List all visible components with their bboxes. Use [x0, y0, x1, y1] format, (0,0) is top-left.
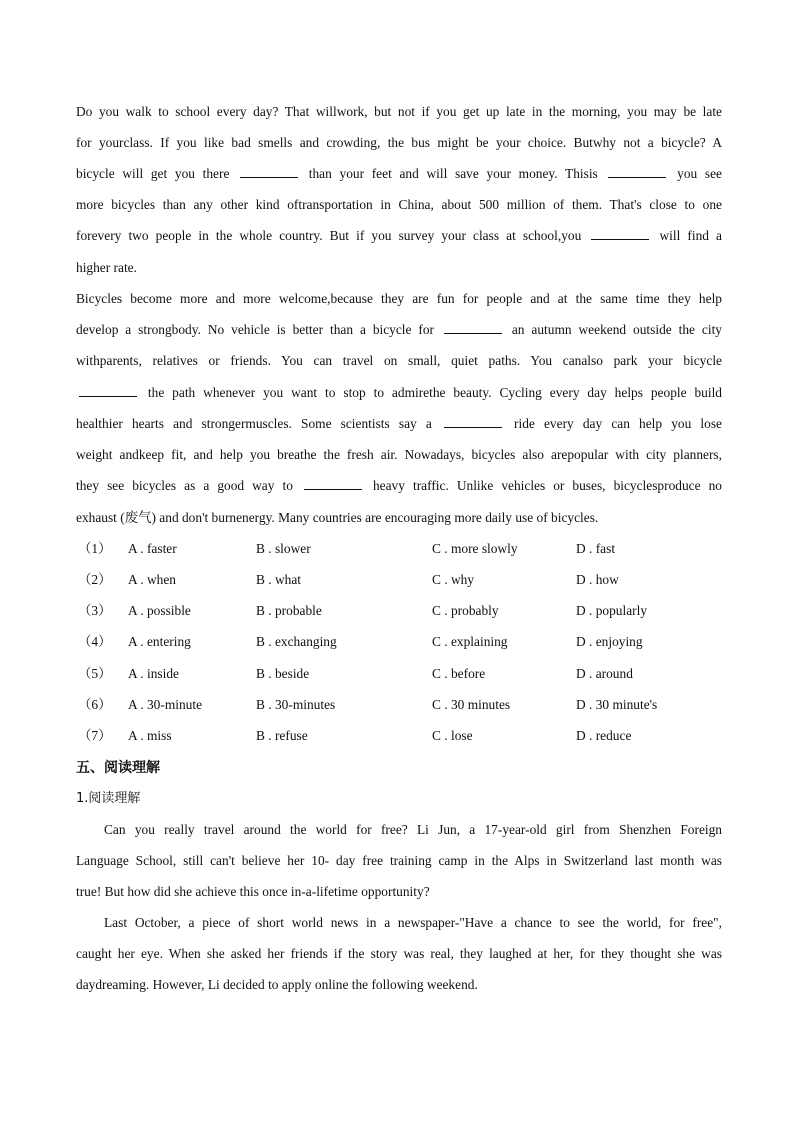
text-line	[76, 975, 722, 995]
option-a: A . when	[128, 572, 176, 587]
question-number: （1）	[78, 541, 112, 556]
text-line	[76, 383, 722, 403]
text-line	[76, 289, 722, 309]
question-number: （7）	[78, 728, 112, 743]
text-line	[76, 944, 722, 964]
text-line	[76, 913, 722, 933]
text-line	[76, 258, 722, 278]
option-b: B . 30-minutes	[256, 697, 336, 712]
option-c: C . probably	[432, 603, 499, 618]
answer-blank	[591, 226, 649, 240]
option-a: A . possible	[128, 603, 191, 618]
option-b: B . refuse	[256, 728, 308, 743]
text-line	[76, 414, 722, 434]
question-number: （6）	[78, 697, 112, 712]
option-a: A . faster	[128, 541, 177, 556]
option-d: D . how	[576, 572, 619, 587]
text-line	[76, 445, 722, 465]
option-b: B . probable	[256, 603, 322, 618]
text-segment: bicycle will get you there	[76, 166, 238, 181]
option-row	[78, 570, 718, 590]
text-line	[76, 851, 722, 871]
text-segment: Can you really travel around the world for free? Li Jun, a 17-year-old girl from Shenzhen Foreign	[104, 822, 722, 837]
option-a: A . 30-minute	[128, 697, 203, 712]
text-segment: caught her eye. When she asked her friends if the story was real, they laughed at her, for they thought she was	[76, 946, 722, 961]
answer-blank	[79, 383, 137, 397]
option-b: B . slower	[256, 541, 311, 556]
text-line	[76, 476, 722, 496]
text-segment: forevery two people in the whole country. But if you survey your class at school,you	[76, 228, 589, 243]
answer-blank	[444, 320, 502, 334]
option-d: D . popularly	[576, 603, 648, 618]
text-line	[76, 133, 722, 153]
option-row	[78, 539, 718, 559]
option-row	[78, 632, 718, 652]
option-d: D . reduce	[576, 728, 632, 743]
text-segment: ride every day can help you lose	[504, 416, 722, 431]
text-segment: higher rate.	[76, 260, 137, 275]
text-line	[76, 195, 722, 215]
option-b: B . what	[256, 572, 302, 587]
text-line	[76, 508, 722, 528]
option-c: C . lose	[432, 728, 473, 743]
option-c: C . before	[432, 666, 486, 681]
text-segment: they see bicycles as a good way to	[76, 478, 301, 493]
text-line	[76, 226, 722, 246]
text-segment: develop a strongbody. No vehicle is better than a bicycle for	[76, 322, 441, 337]
text-segment: daydreaming. However, Li decided to apply online the following weekend.	[76, 977, 478, 992]
option-row	[78, 601, 718, 621]
option-b: B . beside	[256, 666, 310, 681]
section-heading: 五、阅读理解	[76, 760, 160, 776]
option-row	[78, 726, 718, 746]
option-d: D . fast	[576, 541, 616, 556]
option-d: D . 30 minute's	[576, 697, 658, 712]
option-a: A . inside	[128, 666, 179, 681]
text-line	[76, 102, 722, 122]
option-d: D . around	[576, 666, 633, 681]
option-c: C . why	[432, 572, 475, 587]
text-segment: for yourclass. If you like bad smells and crowding, the bus might be your choice. Butwhy not a bicycle? A	[76, 135, 722, 150]
option-c: C . 30 minutes	[432, 697, 511, 712]
answer-blank	[444, 414, 502, 428]
text-segment: Do you walk to school every day? That willwork, but not if you get up late in the morning, you may be late	[76, 104, 722, 119]
text-segment: Last October, a piece of short world news in a newspaper-"Have a chance to see the world, for free",	[104, 915, 722, 930]
text-segment: healthier hearts and strongermuscles. Some scientists say a	[76, 416, 441, 431]
text-segment: Language School, still can't believe her 10- day free training camp in the Alps in Switzerland last month was	[76, 853, 722, 868]
text-segment: the path whenever you want to stop to admirethe beauty. Cycling every day helps people build	[140, 385, 722, 400]
text-line	[76, 351, 722, 371]
sub-heading: 1.阅读理解	[76, 791, 141, 806]
text-segment: an autumn weekend outside the city	[504, 322, 722, 337]
option-d: D . enjoying	[576, 634, 643, 649]
option-c: C . explaining	[432, 634, 508, 649]
text-segment: than your feet and will save your money. Thisis	[301, 166, 606, 181]
question-number: （5）	[78, 666, 112, 681]
option-a: A . entering	[128, 634, 191, 649]
option-c: C . more slowly	[432, 541, 518, 556]
text-segment: will find a	[652, 228, 723, 243]
question-number: （2）	[78, 572, 112, 587]
answer-blank	[608, 164, 666, 178]
text-line	[76, 320, 722, 340]
text-segment: weight andkeep fit, and help you breathe the fresh air. Nowadays, bicycles also arepopular with city planners,	[76, 447, 722, 462]
option-a: A . miss	[128, 728, 172, 743]
text-segment: you see	[669, 166, 722, 181]
option-b: B . exchanging	[256, 634, 337, 649]
option-row	[78, 695, 718, 715]
answer-blank	[240, 164, 298, 178]
option-row	[78, 664, 718, 684]
text-segment: true! But how did she achieve this once in-a-lifetime opportunity?	[76, 884, 430, 899]
text-segment: more bicycles than any other kind oftransportation in China, about 500 million of them. That's close to one	[76, 197, 722, 212]
question-number: （4）	[78, 634, 112, 649]
text-segment: withparents, relatives or friends. You can travel on small, quiet paths. You canalso park your bicycle	[76, 353, 722, 368]
text-line	[76, 882, 722, 902]
text-line	[76, 164, 722, 184]
text-segment: exhaust (废气) and don't burnenergy. Many countries are encouraging more daily use of bicycles.	[76, 510, 599, 525]
question-number: （3）	[78, 603, 112, 618]
text-segment: heavy traffic. Unlike vehicles or buses, bicyclesproduce no	[364, 478, 722, 493]
text-segment: Bicycles become more and more welcome,because they are fun for people and at the same time they help	[76, 291, 722, 306]
text-line	[76, 820, 722, 840]
answer-blank	[304, 476, 362, 490]
